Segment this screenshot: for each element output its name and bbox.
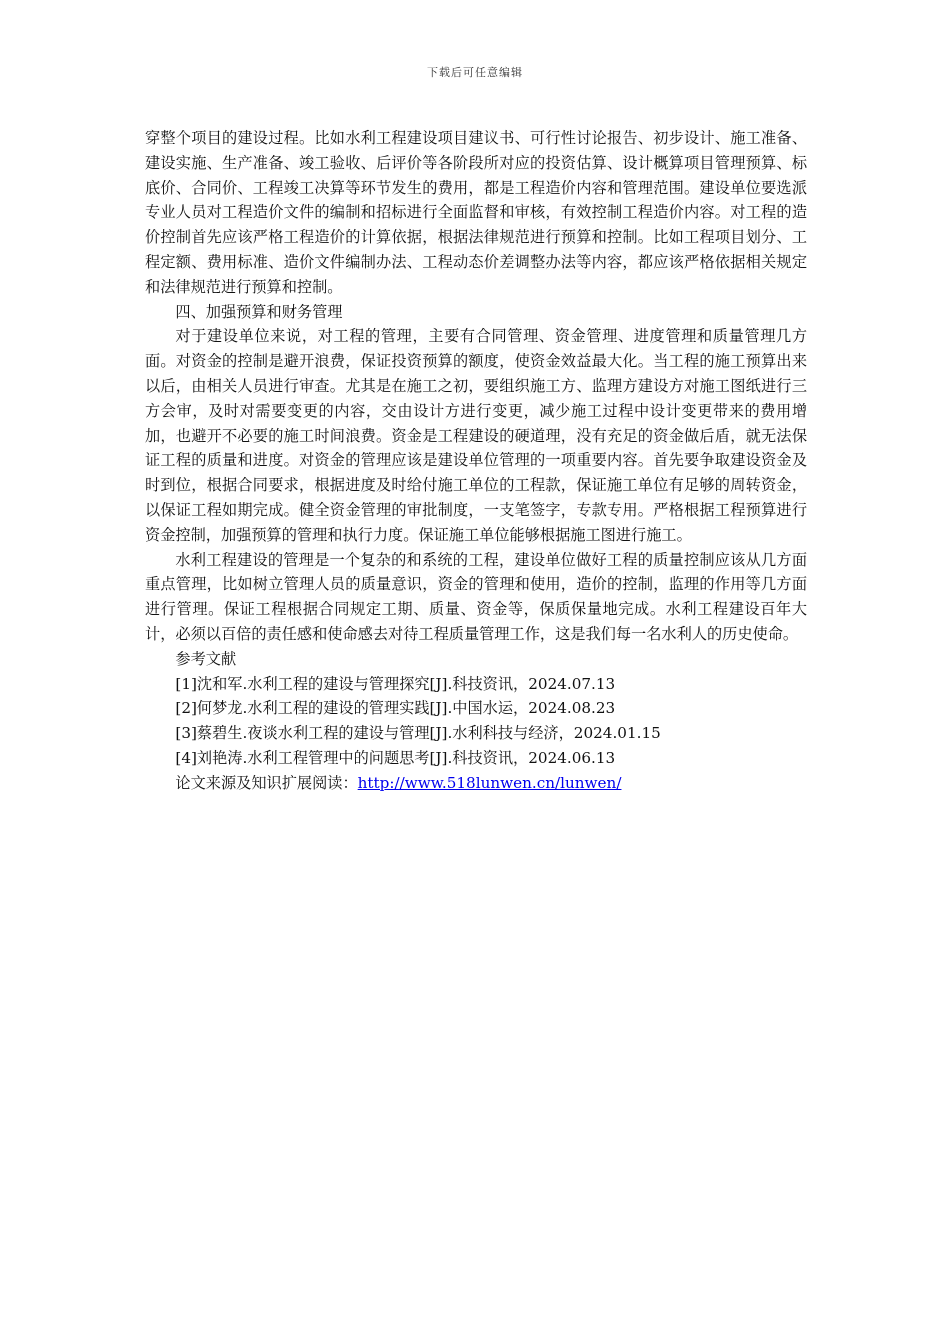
- document-body: [145, 126, 807, 796]
- paragraph-budget: 对于建设单位来说，对工程的管理，主要有合同管理、资金管理、进度管理和质量管理几方面。对资金的控制是避开浪费，保证投资预算的额度，使资金效益最大化。当工程的施工预算出来以后，由相关人员进行审查。尤其是在施工之初，要组织施工方、监理方建设方对施工图纸进行三方会审，及时对需要变更的内容，交由设计方进行变更，减少施工过程中设计变更带来的费用增加，也避开不必要的施工时间浪费。资金是工程建设的硬道理，没有充足的资金做后盾，就无法保证工程的质量和进度。对资金的管理应该是建设单位管理的一项重要内容。首先要争取建设资金及时到位，根据合同要求，根据进度及时给付施工单位的工程款，保证施工单位有足够的周转资金，以保证工程如期完成。健全资金管理的审批制度，一支笔签字，专款专用。严格根据工程预算进行资金控制，加强预算的管理和执行力度。保证施工单位能够根据施工图进行施工。: [145, 327, 807, 544]
- reference-item-1: [1]沈和军.水利工程的建设与管理探究[J].科技资讯，2024.07.13: [175, 674, 616, 693]
- section-heading: 四、加强预算和财务管理: [175, 302, 343, 321]
- reference-item-2: [2]何梦龙.水利工程的建设的管理实践[J].中国水运，2024.08.23: [175, 699, 616, 718]
- page-header: 下载后可任意编辑: [427, 66, 523, 79]
- source-line: [145, 771, 807, 796]
- source-link[interactable]: http://www.518lunwen.cn/lunwen/: [357, 773, 622, 792]
- references-heading: 参考文献: [175, 649, 237, 668]
- reference-item-3: [3]蔡碧生.夜谈水利工程的建设与管理[J].水利科技与经济，2024.01.15: [175, 724, 661, 743]
- reference-item-4: [4]刘艳涛.水利工程管理中的问题思考[J].科技资讯，2024.06.13: [175, 748, 616, 767]
- source-label: 论文来源及知识扩展阅读：: [175, 773, 358, 792]
- paragraph-continued: 穿整个项目的建设过程。比如水利工程建设项目建议书、可行性讨论报告、初步设计、施工准备、建设实施、生产准备、竣工验收、后评价等各阶段所对应的投资估算、设计概算项目管理预算、标底价、合同价、工程竣工决算等环节发生的费用，都是工程造价内容和管理范围。建设单位要选派专业人员对工程造价文件的编制和招标进行全面监督和审核，有效控制工程造价内容。对工程的造价控制首先应该严格工程造价的计算依据，根据法律规范进行预算和控制。比如工程项目划分、工程定额、费用标准、造价文件编制办法、工程动态价差调整办法等内容，都应该严格依据相关规定和法律规范进行预算和控制。: [145, 129, 807, 296]
- paragraph-conclusion: 水利工程建设的管理是一个复杂的和系统的工程，建设单位做好工程的质量控制应该从几方面重点管理，比如树立管理人员的质量意识，资金的管理和使用，造价的控制，监理的作用等几方面进行管理。保证工程根据合同规定工期、质量、资金等，保质保量地完成。水利工程建设百年大计，必须以百倍的责任感和使命感去对待工程质量管理工作，这是我们每一名水利人的历史使命。: [145, 550, 807, 643]
